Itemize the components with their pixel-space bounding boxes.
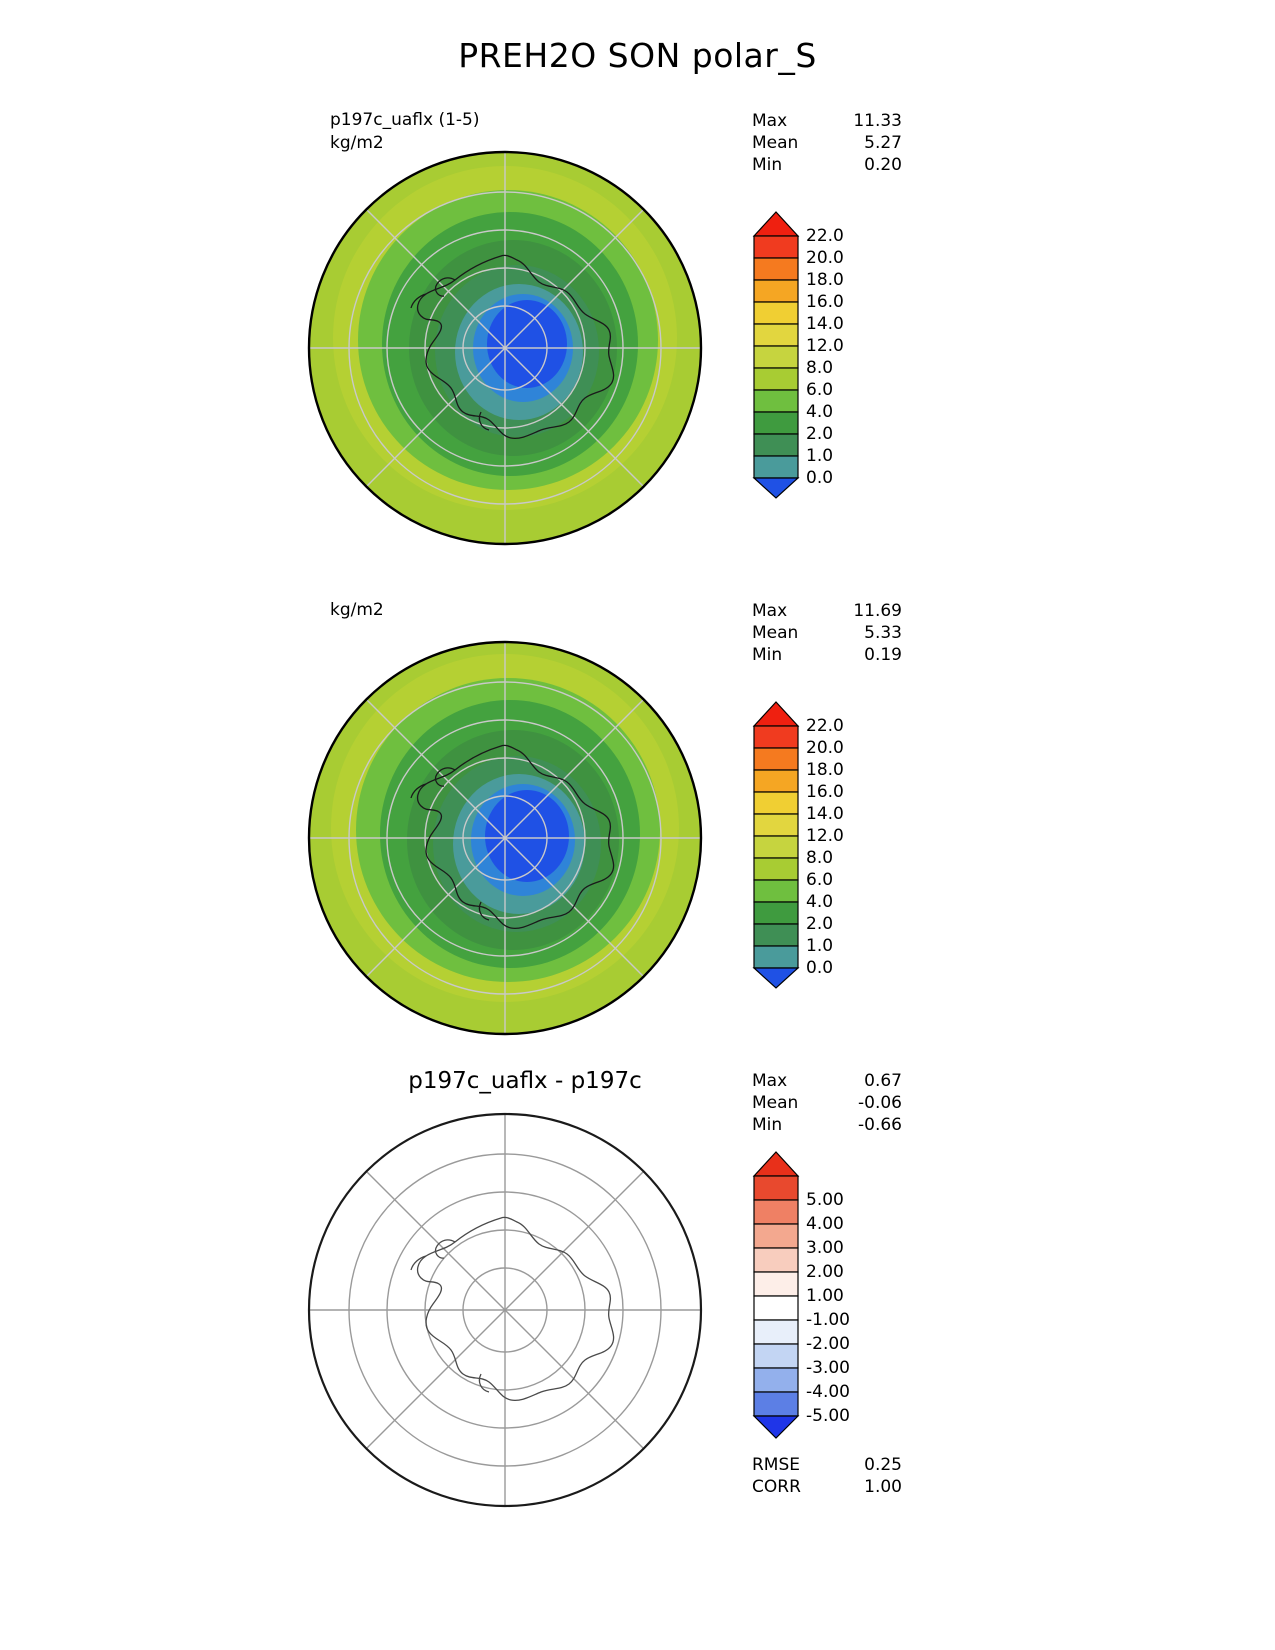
cbar-tick: 1.0 [806,446,834,466]
cbar-tick: 14.0 [806,804,844,824]
stat-key-min: Min [752,1115,783,1135]
stat-value-min: 0.20 [864,155,902,175]
cbar-tick: 22.0 [806,716,844,736]
panel-variable-label: p197c_uaflx (1-5) [330,110,480,130]
stat-value-min: 0.19 [864,645,902,665]
cbar-tick: 16.0 [806,292,844,312]
cbar-tick: 3.00 [806,1238,844,1258]
cbar-tick: -2.00 [806,1334,850,1354]
cbar-tick: 22.0 [806,226,844,246]
stat-key-max: Max [752,111,788,131]
polar-map-plot [305,1110,705,1510]
colorbar [748,210,948,500]
stat-value-mean: 5.27 [864,133,902,153]
stat-value-rmse: 0.25 [864,1455,902,1475]
footer-stats-block [752,1454,902,1498]
cbar-tick: 2.0 [806,424,834,444]
stat-value-corr: 1.00 [864,1477,902,1497]
cbar-tick: 12.0 [806,336,844,356]
cbar-tick: 20.0 [806,738,844,758]
cbar-tick: -3.00 [806,1358,850,1378]
cbar-tick: 0.0 [806,468,834,488]
cbar-tick: 18.0 [806,760,844,780]
cbar-tick: 20.0 [806,248,844,268]
cbar-tick: 8.0 [806,358,834,378]
cbar-tick: 1.00 [806,1286,844,1306]
stats-block [752,1070,902,1136]
stat-value-min: -0.66 [858,1115,902,1135]
cbar-tick: -5.00 [806,1406,850,1426]
panel-units-label: kg/m2 [330,600,384,620]
colorbar [748,700,948,990]
stat-key-max: Max [752,601,788,621]
panel-difference-title: p197c_uaflx - p197c [408,1068,642,1094]
stat-key-corr: CORR [752,1477,801,1497]
cbar-tick: 12.0 [806,826,844,846]
stat-key-min: Min [752,645,783,665]
polar-map-plot [305,638,705,1038]
cbar-tick: 4.00 [806,1214,844,1234]
cbar-tick: 5.00 [806,1190,844,1210]
colorbar [748,1150,948,1440]
panel-difference [0,1060,1275,1560]
stats-block [752,600,902,666]
panel-units-label: kg/m2 [330,133,384,153]
cbar-tick: 1.0 [806,936,834,956]
panel-middle [0,590,1275,1060]
stat-value-mean: 5.33 [864,623,902,643]
cbar-tick: 6.0 [806,380,834,400]
cbar-tick: 4.0 [806,892,834,912]
polar-map-plot [305,148,705,548]
stat-key-mean: Mean [752,1093,799,1113]
stat-key-max: Max [752,1071,788,1091]
cbar-tick: 18.0 [806,270,844,290]
cbar-tick: 2.0 [806,914,834,934]
stat-value-max: 11.33 [853,111,902,131]
cbar-tick: 14.0 [806,314,844,334]
cbar-tick: 2.00 [806,1262,844,1282]
stat-value-mean: -0.06 [858,1093,902,1113]
cbar-tick: 4.0 [806,402,834,422]
cbar-tick: -1.00 [806,1310,850,1330]
cbar-tick: 16.0 [806,782,844,802]
stat-key-rmse: RMSE [752,1455,801,1475]
cbar-tick: 6.0 [806,870,834,890]
stats-block [752,110,902,176]
page-title: PREH2O SON polar_S [458,36,817,75]
cbar-tick: 8.0 [806,848,834,868]
stat-value-max: 11.69 [853,601,902,621]
cbar-tick: 0.0 [806,958,834,978]
stat-key-mean: Mean [752,623,799,643]
panel-top [0,100,1275,570]
cbar-tick: -4.00 [806,1382,850,1402]
stat-key-mean: Mean [752,133,799,153]
stat-key-min: Min [752,155,783,175]
stat-value-max: 0.67 [864,1071,902,1091]
